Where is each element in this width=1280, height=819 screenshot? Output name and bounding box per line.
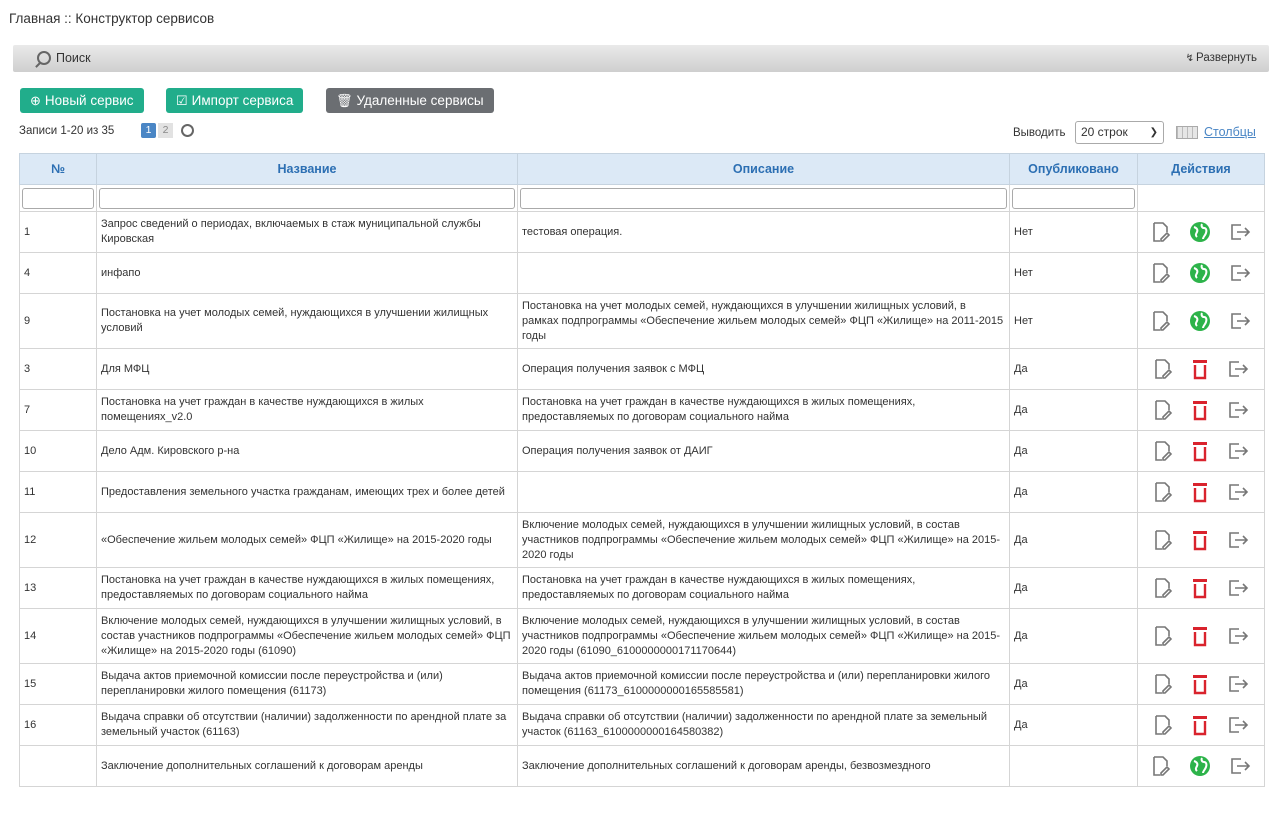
filter-num-input[interactable]: [22, 188, 94, 209]
edit-icon[interactable]: [1153, 399, 1173, 421]
row-description: тестовая операция.: [518, 212, 1010, 253]
row-actions: [1138, 212, 1265, 253]
filter-row: [20, 185, 1265, 212]
table-row[interactable]: [20, 253, 1265, 294]
row-name: Выдача актов приемочной комиссии после переустройства и (или) перепланировки жилого помещения (61173): [97, 664, 518, 705]
trash-icon[interactable]: [1191, 529, 1209, 551]
row-actions: [1138, 664, 1265, 705]
row-number: 12: [20, 513, 97, 568]
table-row[interactable]: [20, 431, 1265, 472]
edit-check-icon: ☑: [176, 93, 188, 108]
filter-cell: [1138, 185, 1265, 212]
row-number: 15: [20, 664, 97, 705]
trash-icon[interactable]: [1191, 577, 1209, 599]
rows-per-page-value: 20 строк: [1081, 125, 1128, 139]
row-published: Да: [1010, 349, 1138, 390]
export-icon[interactable]: [1229, 262, 1251, 284]
export-icon[interactable]: [1227, 714, 1249, 736]
export-icon[interactable]: [1227, 358, 1249, 380]
table-row[interactable]: [20, 472, 1265, 513]
row-name: Для МФЦ: [97, 349, 518, 390]
export-icon[interactable]: [1227, 440, 1249, 462]
row-name: Выдача справки об отсутствии (наличии) задолженности по арендной плате за земельный участок (61163): [97, 705, 518, 746]
row-published: Да: [1010, 705, 1138, 746]
globe-icon[interactable]: [1189, 755, 1211, 777]
plus-circle-icon: ⊕: [30, 93, 41, 108]
row-number: 11: [20, 472, 97, 513]
deleted-services-button[interactable]: [326, 88, 494, 113]
row-number: 14: [20, 609, 97, 664]
row-description: Выдача справки об отсутствии (наличии) задолженности по арендной плате за земельный участок (61163_6100000000164580382): [518, 705, 1010, 746]
export-icon[interactable]: [1227, 481, 1249, 503]
edit-icon[interactable]: [1153, 440, 1173, 462]
edit-icon[interactable]: [1151, 755, 1171, 777]
page-1[interactable]: 1: [141, 123, 156, 138]
header-actions: Действия: [1138, 154, 1265, 185]
filter-description-input[interactable]: [520, 188, 1007, 209]
row-description: Постановка на учет молодых семей, нуждающихся в улучшении жилищных условий, в рамках подпрограммы «Обеспечение жильем молодых семей» ФЦП «Жилище» на 2011-2015 годы: [518, 294, 1010, 349]
pagination: [141, 123, 194, 138]
row-name: Постановка на учет граждан в качестве нуждающихся в жилых помещениях, предоставляемых по договорам социального найма: [97, 568, 518, 609]
trash-icon[interactable]: [1191, 358, 1209, 380]
row-name: инфапо: [97, 253, 518, 294]
search-icon: [37, 51, 51, 65]
row-published: Нет: [1010, 294, 1138, 349]
edit-icon[interactable]: [1151, 310, 1171, 332]
filter-cell: [1010, 185, 1138, 212]
table-row[interactable]: [20, 705, 1265, 746]
export-icon[interactable]: [1227, 577, 1249, 599]
row-number: 13: [20, 568, 97, 609]
row-actions: [1138, 513, 1265, 568]
search-label: Поиск: [56, 51, 91, 65]
table-row[interactable]: [20, 212, 1265, 253]
trash-icon[interactable]: [1191, 625, 1209, 647]
row-actions: [1138, 390, 1265, 431]
row-number: 9: [20, 294, 97, 349]
edit-icon[interactable]: [1153, 481, 1173, 503]
table-row[interactable]: [20, 390, 1265, 431]
trash-icon[interactable]: [1191, 399, 1209, 421]
row-actions: [1138, 294, 1265, 349]
header-description[interactable]: Описание: [518, 154, 1010, 185]
records-count: Записи 1-20 из 35: [19, 125, 115, 137]
expand-label: Развернуть: [1196, 52, 1257, 64]
header-published[interactable]: Опубликовано: [1010, 154, 1138, 185]
row-actions: [1138, 746, 1265, 787]
search-toggle[interactable]: [37, 51, 91, 65]
trash-icon[interactable]: [1191, 440, 1209, 462]
row-number: 16: [20, 705, 97, 746]
row-name: Заключение дополнительных соглашений к договорам аренды: [97, 746, 518, 787]
row-published: Да: [1010, 568, 1138, 609]
header-name[interactable]: Название: [97, 154, 518, 185]
row-number: 4: [20, 253, 97, 294]
row-number: 10: [20, 431, 97, 472]
export-icon[interactable]: [1227, 625, 1249, 647]
row-description: Включение молодых семей, нуждающихся в улучшении жилищных условий, в состав участников подпрограммы «Обеспечение жильем молодых семей» ФЦП «Жилище» на 2015-2020 годы (61090_6100000000171170644): [518, 609, 1010, 664]
table-row[interactable]: [20, 568, 1265, 609]
rows-per-page-select[interactable]: [1075, 121, 1164, 144]
row-description: [518, 253, 1010, 294]
row-description: Операция получения заявок от ДАИГ: [518, 431, 1010, 472]
deleted-services-label: Удаленные сервисы: [356, 93, 484, 108]
filter-name-input[interactable]: [99, 188, 515, 209]
row-name: Постановка на учет молодых семей, нуждающихся в улучшении жилищных условий: [97, 294, 518, 349]
globe-icon[interactable]: [1189, 262, 1211, 284]
export-icon[interactable]: [1229, 755, 1251, 777]
row-name: Постановка на учет граждан в качестве нуждающихся в жилых помещениях_v2.0: [97, 390, 518, 431]
row-description: [518, 472, 1010, 513]
table-row[interactable]: [20, 664, 1265, 705]
filter-cell: [20, 185, 97, 212]
edit-icon[interactable]: [1151, 221, 1171, 243]
edit-icon[interactable]: [1153, 577, 1173, 599]
edit-icon[interactable]: [1153, 358, 1173, 380]
filter-published-input[interactable]: [1012, 188, 1135, 209]
edit-icon[interactable]: [1153, 673, 1173, 695]
row-number: [20, 746, 97, 787]
import-service-label: Импорт сервиса: [191, 93, 294, 108]
refresh-icon[interactable]: [181, 124, 194, 137]
export-icon[interactable]: [1227, 529, 1249, 551]
row-published: [1010, 746, 1138, 787]
row-actions: [1138, 349, 1265, 390]
globe-icon[interactable]: [1189, 221, 1211, 243]
row-actions: [1138, 705, 1265, 746]
row-name: Включение молодых семей, нуждающихся в улучшении жилищных условий, в состав участников подпрограммы «Обеспечение жильем молодых семей» ФЦП «Жилище» на 2015-2020 годы (61090): [97, 609, 518, 664]
row-published: Нет: [1010, 253, 1138, 294]
columns-grid-icon: [1176, 126, 1198, 139]
row-published: Да: [1010, 513, 1138, 568]
table-row[interactable]: [20, 513, 1265, 568]
trash-icon[interactable]: [1191, 481, 1209, 503]
row-description: Операция получения заявок с МФЦ: [518, 349, 1010, 390]
row-description: Постановка на учет граждан в качестве нуждающихся в жилых помещениях, предоставляемых по договорам социального найма: [518, 390, 1010, 431]
filter-cell: [97, 185, 518, 212]
table-header-row: [20, 154, 1265, 185]
row-number: 1: [20, 212, 97, 253]
row-published: Да: [1010, 431, 1138, 472]
row-actions: [1138, 568, 1265, 609]
table-row[interactable]: [20, 294, 1265, 349]
expand-link[interactable]: [1186, 52, 1257, 64]
edit-icon[interactable]: [1153, 625, 1173, 647]
row-name: Предоставления земельного участка гражданам, имеющих трех и более детей: [97, 472, 518, 513]
export-icon[interactable]: [1229, 310, 1251, 332]
search-bar[interactable]: [13, 45, 1269, 72]
edit-icon[interactable]: [1153, 714, 1173, 736]
row-description: Постановка на учет граждан в качестве нуждающихся в жилых помещениях, предоставляемых по договорам социального найма: [518, 568, 1010, 609]
header-num[interactable]: №: [20, 154, 97, 185]
row-number: 7: [20, 390, 97, 431]
row-actions: [1138, 609, 1265, 664]
row-description: Заключение дополнительных соглашений к договорам аренды, безвозмездного: [518, 746, 1010, 787]
trash-icon: 🗑: [336, 93, 353, 108]
row-number: 3: [20, 349, 97, 390]
row-description: Включение молодых семей, нуждающихся в улучшении жилищных условий, в состав участников подпрограммы «Обеспечение жильем молодых семей» ФЦП «Жилище» на 2015-2020 годы: [518, 513, 1010, 568]
row-published: Нет: [1010, 212, 1138, 253]
edit-icon[interactable]: [1151, 262, 1171, 284]
columns-label: Столбцы: [1204, 125, 1256, 139]
columns-link[interactable]: [1176, 125, 1256, 139]
row-actions: [1138, 431, 1265, 472]
row-name: Дело Адм. Кировского р-на: [97, 431, 518, 472]
row-description: Выдача актов приемочной комиссии после переустройства и (или) перепланировки жилого помещения (61173_6100000000165585581): [518, 664, 1010, 705]
row-name: «Обеспечение жильем молодых семей» ФЦП «Жилище» на 2015-2020 годы: [97, 513, 518, 568]
services-table: [19, 153, 1265, 787]
row-published: Да: [1010, 609, 1138, 664]
trash-icon[interactable]: [1191, 714, 1209, 736]
row-name: Запрос сведений о периодах, включаемых в стаж муниципальной службы Кировская: [97, 212, 518, 253]
breadcrumb: Главная :: Конструктор сервисов: [9, 11, 215, 26]
edit-icon[interactable]: [1153, 529, 1173, 551]
export-icon[interactable]: [1227, 399, 1249, 421]
filter-cell: [518, 185, 1010, 212]
row-actions: [1138, 253, 1265, 294]
row-published: Да: [1010, 664, 1138, 705]
double-down-arrow-icon: ↯: [1185, 53, 1195, 64]
import-service-button[interactable]: [166, 88, 303, 113]
table-row[interactable]: [20, 609, 1265, 664]
export-icon[interactable]: [1229, 221, 1251, 243]
row-actions: [1138, 472, 1265, 513]
new-service-button[interactable]: [20, 88, 144, 113]
globe-icon[interactable]: [1189, 310, 1211, 332]
trash-icon[interactable]: [1191, 673, 1209, 695]
page-2[interactable]: 2: [158, 123, 173, 138]
chevron-down-icon: ❯: [1149, 127, 1158, 138]
rows-per-page-label: Выводить: [1013, 127, 1066, 139]
row-published: Да: [1010, 472, 1138, 513]
table-row[interactable]: [20, 746, 1265, 787]
row-published: Да: [1010, 390, 1138, 431]
export-icon[interactable]: [1227, 673, 1249, 695]
new-service-label: Новый сервис: [44, 93, 134, 108]
table-row[interactable]: [20, 349, 1265, 390]
